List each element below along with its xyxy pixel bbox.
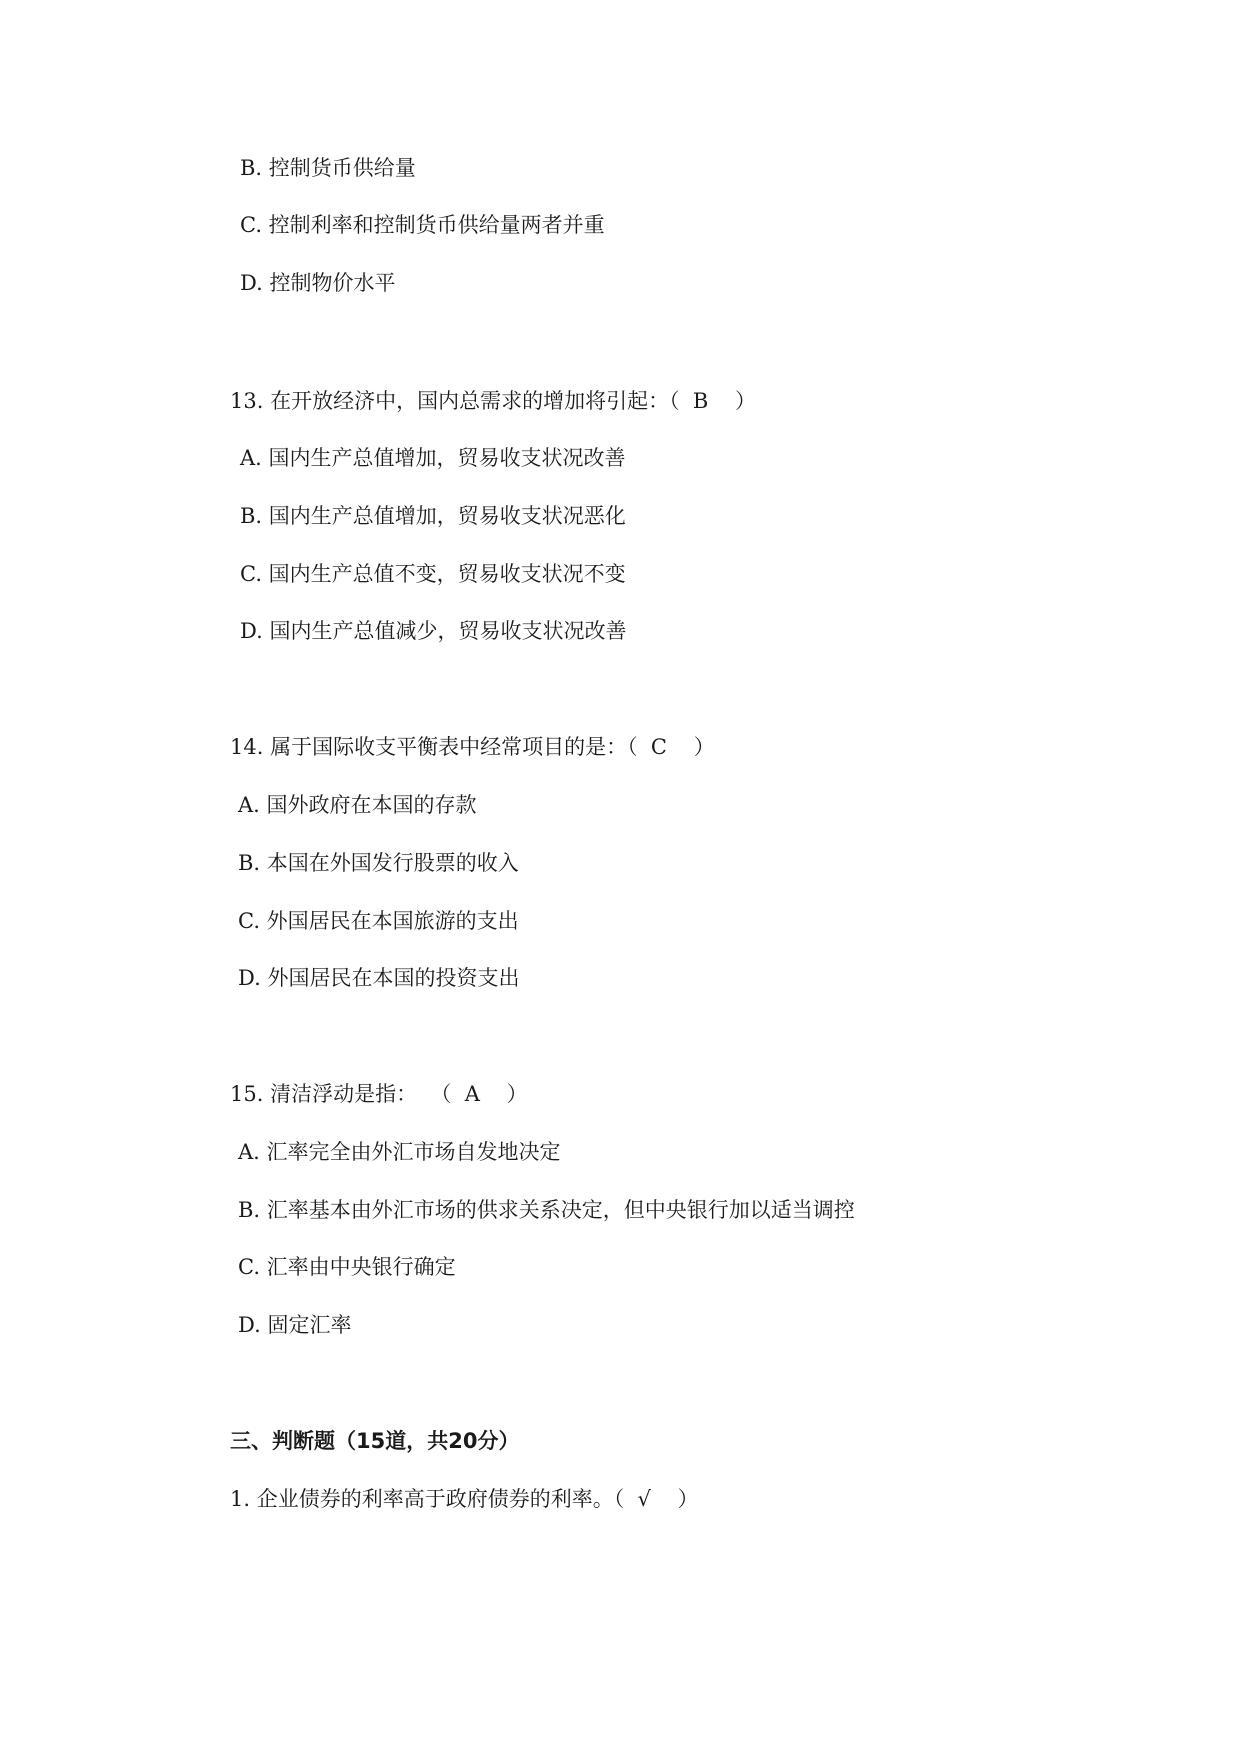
q13-option-c: C. 国内生产总值不变，贸易收支状况不变 (240, 562, 626, 586)
q12-option-b: B. 控制货币供给量 (240, 156, 416, 180)
q15-option-b: B. 汇率基本由外汇市场的供求关系决定，但中央银行加以适当调控 (238, 1198, 855, 1222)
q12-option-d: D. 控制物价水平 (240, 271, 396, 295)
q14-option-b: B. 本国在外国发行股票的收入 (238, 851, 519, 875)
q15-option-a: A. 汇率完全由外汇市场自发地决定 (238, 1140, 561, 1164)
q14-option-a: A. 国外政府在本国的存款 (238, 793, 477, 817)
q12-option-c: C. 控制利率和控制货币供给量两者并重 (240, 213, 605, 237)
q15-option-d: D. 固定汇率 (238, 1313, 352, 1337)
q13-option-a: A. 国内生产总值增加，贸易收支状况改善 (240, 446, 626, 470)
section-heading: 三、判断题（15道，共20分） (230, 1429, 520, 1453)
q14-option-d: D. 外国居民在本国的投资支出 (238, 966, 520, 990)
q15-stem: 15. 清洁浮动是指： （ A ） (230, 1082, 528, 1106)
q14-stem: 14. 属于国际收支平衡表中经常项目的是：（ C ） (230, 735, 715, 759)
tf-item-1: 1. 企业债券的利率高于政府债券的利率。（ √ ） (230, 1487, 699, 1511)
q14-option-c: C. 外国居民在本国旅游的支出 (238, 909, 519, 933)
q13-stem: 13. 在开放经济中，国内总需求的增加将引起：（ B ） (230, 389, 757, 413)
q15-option-c: C. 汇率由中央银行确定 (238, 1255, 456, 1279)
q13-option-b: B. 国内生产总值增加，贸易收支状况恶化 (240, 504, 626, 528)
q13-option-d: D. 国内生产总值减少，贸易收支状况改善 (240, 619, 627, 643)
